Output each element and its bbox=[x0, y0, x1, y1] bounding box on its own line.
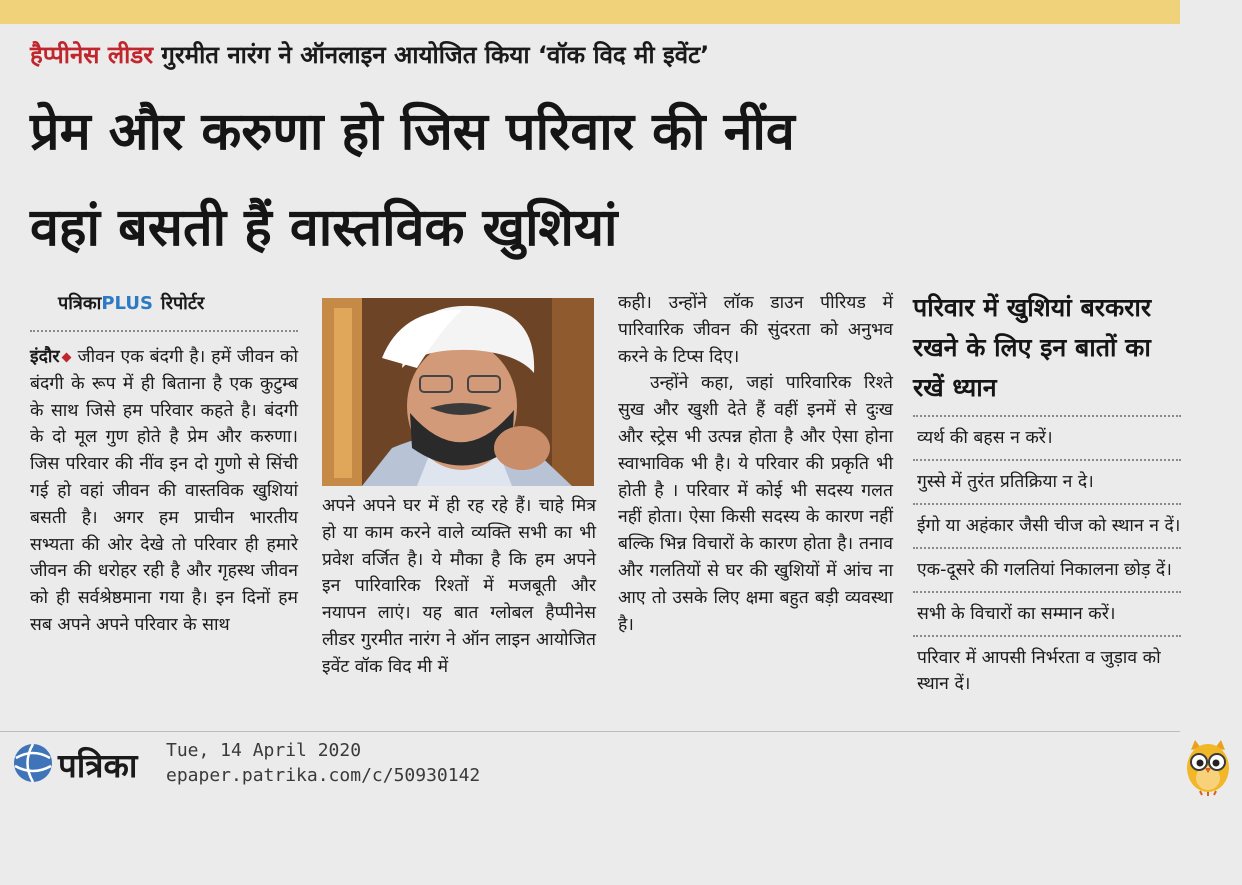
owl-icon[interactable] bbox=[1183, 736, 1233, 800]
dateline-diamond-icon bbox=[61, 352, 71, 362]
article-column-1 bbox=[30, 344, 298, 639]
patrika-globe-icon bbox=[12, 742, 54, 788]
portrait-illustration bbox=[322, 298, 594, 486]
tip-item: एक-दूसरे की गलतियां निकालना छोड़ दें। bbox=[913, 547, 1181, 591]
top-color-bar bbox=[0, 0, 1180, 24]
footer-divider bbox=[0, 731, 1180, 732]
publication-date: Tue, 14 April 2020 bbox=[166, 740, 362, 761]
patrika-logo-text: पत्रिका bbox=[58, 746, 138, 785]
byline bbox=[58, 291, 204, 315]
tip-item: सभी के विचारों का सम्मान करें। bbox=[913, 591, 1181, 635]
article-column-3 bbox=[618, 290, 893, 638]
kicker bbox=[30, 38, 709, 71]
kicker-text: गुरमीत नारंग ने ऑनलाइन आयोजित किया ‘वॉक विद मी इवेंट’ bbox=[161, 41, 710, 69]
byline-role: रिपोर्टर bbox=[160, 293, 205, 314]
tips-list bbox=[913, 415, 1181, 705]
epaper-link[interactable]: epaper.patrika.com/c/50930142 bbox=[166, 765, 481, 786]
byline-divider bbox=[30, 330, 298, 332]
tip-item: गुस्से में तुरंत प्रतिक्रिया न दे। bbox=[913, 459, 1181, 503]
article-column-2 bbox=[322, 493, 596, 681]
tip-item: व्यर्थ की बहस न करें। bbox=[913, 415, 1181, 459]
tip-item: परिवार में आपसी निर्भरता व जुड़ाव को स्थान दें। bbox=[913, 635, 1181, 705]
headline bbox=[30, 84, 795, 276]
byline-plus: PLUS bbox=[101, 293, 153, 314]
headline-line-1: प्रेम और करुणा हो जिस परिवार की नींव bbox=[30, 102, 795, 162]
dateline: इंदौर bbox=[30, 347, 78, 367]
portrait-photo bbox=[322, 298, 594, 486]
byline-brand: पत्रिका bbox=[58, 293, 102, 314]
article-col2-text: अपने अपने घर में ही रह रहे हैं। चाहे मित्र हो या काम करने वाले व्यक्ति सभी का भी प्रवेश वर्जित है। ये मौका है कि हम अपने इन पारिवारिक रिश्तों में मजबूती और नयापन लाएं। यह बात ग्लोबल हैप्पीनेस लीडर गुरमीत नारंग ने ऑन लाइन आयोजित इवेंट वॉक विद मी में bbox=[322, 496, 596, 677]
kicker-highlight: हैप्पीनेस लीडर bbox=[30, 41, 154, 69]
sidebar-title: परिवार में खुशियां बरकरार रखने के लिए इन बातों का रखें ध्यान bbox=[913, 293, 1152, 402]
headline-line-2: वहां बसती हैं वास्तविक खुशियां bbox=[30, 198, 618, 258]
article-col3-para-1: कही। उन्होंने लॉक डाउन पीरियड में पारिवारिक जीवन की सुंदरता को अनुभव करने के टिप्स दिए। bbox=[618, 293, 893, 367]
tip-item: ईगो या अहंकार जैसी चीज को स्थान न दें। bbox=[913, 503, 1181, 547]
article-col3-para-2: उन्होंने कहा, जहां पारिवारिक रिश्ते सुख और खुशी देते हैं वहीं इनमें से दुःख और स्ट्रेस भी उत्पन्न होता है और ऐसा होना स्वाभाविक भी है। ये परिवार की प्रकृति भी होती है । परिवार में कोई भी सदस्य गलत नहीं होता। ऐसा किसी सदस्य के कारण नहीं बल्कि भिन्न विचारों के कारण होता है। तनाव और गलतियों से घर की खुशियों में आंच ना आए तो उसके लिए क्षमा बहुत बड़ी व्यवस्था है। bbox=[618, 373, 893, 635]
article-col1-text: जीवन एक बंदगी है। हमें जीवन को बंदगी के रूप में ही बिताना है एक कुटुम्ब के साथ जिसे हम परिवार कहते है। बंदगी के दो मूल गुण होते है प्रेम और करुणा। जिस परिवार की नींव इन दो गुणो से सिंची गई हो वहां जीवन की वास्तविक खुशियां बसती है। अगर हम प्राचीन भारतीय सभ्यता की ओर देखे तो परिवार ही हमारे जीवन की धरोहर रही है और गृहस्थ जीवन को ही सर्वश्रेष्ठमाना गया है। इन दिनों हम सब अपने अपने परिवार के साथ bbox=[30, 347, 298, 635]
